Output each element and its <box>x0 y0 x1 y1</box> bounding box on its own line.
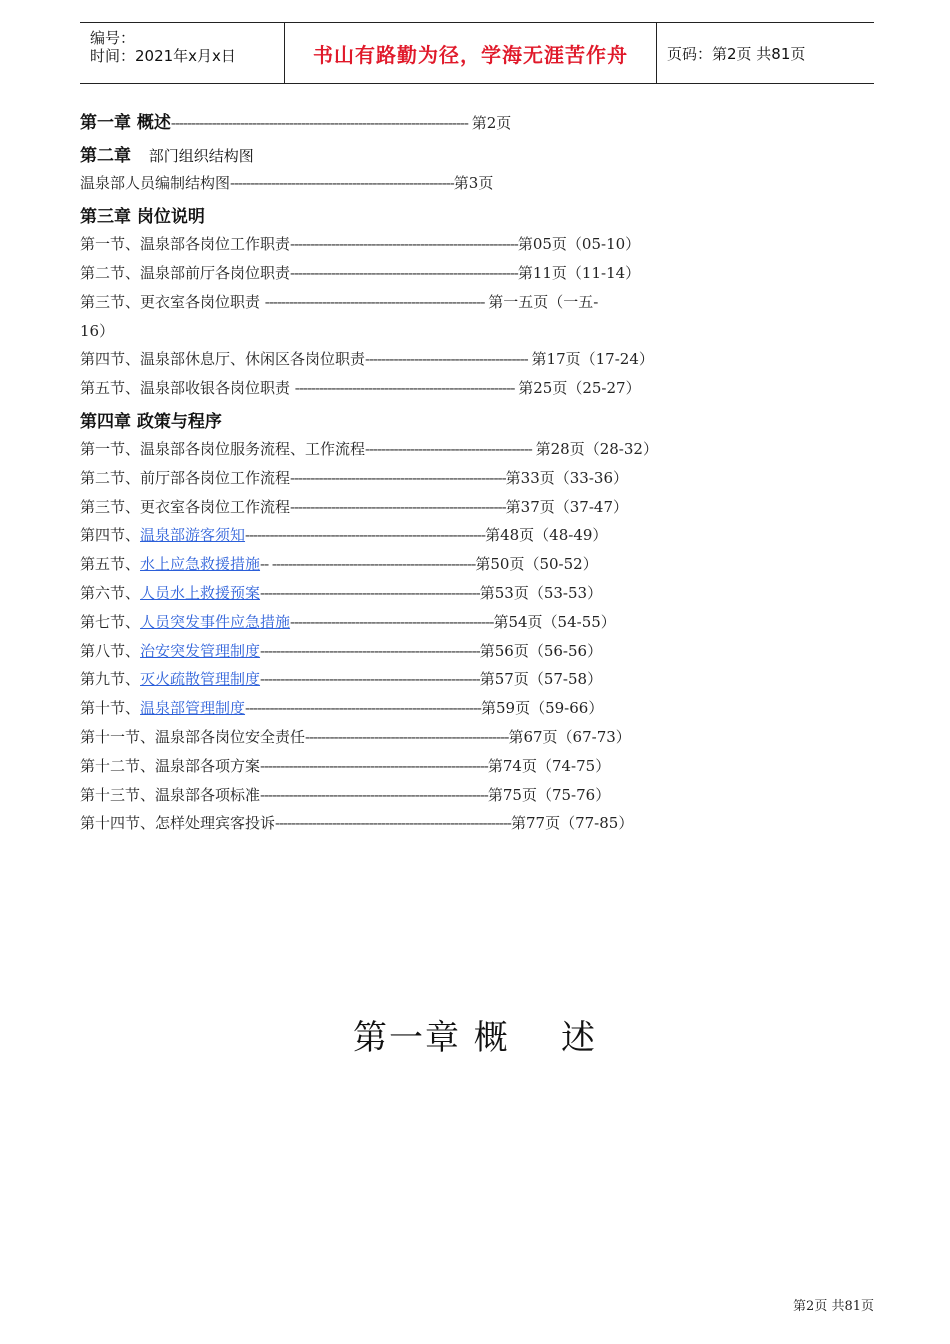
header-page-label: 页码：第2页 共81页 <box>667 44 806 63</box>
toc-chapter-3[interactable] <box>80 202 205 227</box>
toc-entry-label: 第五节、温泉部收银各岗位职责 <box>80 379 295 397</box>
toc-entry-label: 第一节、温泉部各岗位工作职责 <box>80 235 291 253</box>
toc-entry-label: 16） <box>80 322 115 340</box>
toc-entry[interactable] <box>80 553 598 574</box>
toc-page-ref: 第48页（48-49） <box>485 526 608 544</box>
toc-entry-prefix: 第三节、 <box>80 498 141 516</box>
toc-entry-prefix: 第十四节、 <box>80 814 156 832</box>
toc-entry-label: 前厅部各岗位工作流程 <box>140 469 291 487</box>
toc-leader: ----------------------------------------------------- <box>290 469 506 487</box>
toc-entry-link[interactable]: 温泉部管理制度 <box>140 699 246 717</box>
toc-entry[interactable] <box>80 784 610 805</box>
toc-entry-label: 第四节、温泉部休息厅、休闲区各岗位职责 <box>80 350 366 368</box>
toc-chapter-title: 第四章 政策与程序 <box>80 412 222 432</box>
toc-entry-prefix: 第四节、 <box>80 526 141 544</box>
toc-leader: -- -------------------------------------------------- <box>260 555 476 573</box>
toc-entry-prefix: 第十节、 <box>80 699 141 717</box>
toc-entry-prefix: 第十一节、 <box>80 728 156 746</box>
page-footer: 第2页 共81页 <box>793 1299 874 1314</box>
toc-entry-prefix: 第九节、 <box>80 670 141 688</box>
toc-page-ref: 第75页（75-76） <box>487 786 611 804</box>
chapter-heading: 第一章 概 述 <box>352 1018 598 1058</box>
toc-page-ref: 第33页（33-36） <box>505 469 628 487</box>
header-meta-cell <box>80 23 284 83</box>
toc-entry-prefix: 第八节、 <box>80 642 141 660</box>
toc-page-ref: 第50页（50-52） <box>475 555 598 573</box>
toc-chapter-1[interactable] <box>80 108 511 133</box>
toc-entry-prefix: 第二节、 <box>80 469 141 487</box>
toc-entry[interactable] <box>80 438 658 459</box>
toc-entry-link[interactable]: 治安突发管理制度 <box>140 642 261 660</box>
toc-entry-prefix: 第六节、 <box>80 584 141 602</box>
toc-entry[interactable] <box>80 348 654 369</box>
toc-entry-prefix: 第七节、 <box>80 613 141 631</box>
toc-entry-link[interactable]: 温泉部游客须知 <box>140 526 246 544</box>
toc-leader: -------------------------------------------------------- <box>260 757 488 775</box>
toc-entry-link[interactable]: 灭火疏散管理制度 <box>140 670 261 688</box>
toc-leader: ----------------------------------------------------------- <box>245 526 486 544</box>
toc-leader: ------------------------------------------------------ <box>294 379 519 397</box>
toc-page-ref: 第一五页（一五- <box>488 293 599 311</box>
toc-entry[interactable] <box>80 755 610 776</box>
toc-leader: -------------------------------------------------------- <box>290 264 518 282</box>
toc-leader: -------------------------------------------------------- <box>290 235 518 253</box>
toc-chapter-title: 第三章 岗位说明 <box>80 207 205 227</box>
toc-entry-link[interactable]: 人员突发事件应急措施 <box>140 613 291 631</box>
header-motto-cell <box>284 23 657 83</box>
toc-page-ref: 第37页（37-47） <box>505 498 628 516</box>
toc-entry-label: 温泉部各项方案 <box>155 757 261 775</box>
toc-leader: ------------------------------------------------------ <box>264 293 489 311</box>
toc-leader: ------------------------------------------------------ <box>260 670 480 688</box>
page-header <box>80 22 874 84</box>
toc-chapter-title <box>80 146 254 166</box>
toc-leader: ----------------------------------------------------- <box>290 498 506 516</box>
toc-entry-prefix: 第一节、 <box>80 440 141 458</box>
toc-leader: -------------------------------------------------- <box>290 613 494 631</box>
toc-entry[interactable] <box>80 262 640 283</box>
toc-entry-label: 温泉部人员编制结构图 <box>80 174 231 192</box>
toc-entry-label: 怎样处理宾客投诉 <box>155 814 276 832</box>
toc-leader: ------------------------------------------------------ <box>260 642 480 660</box>
toc-page-ref: 第05页（05-10） <box>517 235 641 253</box>
toc-leader: -------------------------------------------------- <box>305 728 509 746</box>
toc-entry[interactable] <box>80 496 628 517</box>
toc-leader: ---------------------------------------------------------- <box>275 814 511 832</box>
toc-leader: ------------------------------------------------------- <box>230 174 454 192</box>
toc-entry[interactable] <box>80 377 641 398</box>
toc-entry[interactable] <box>80 640 602 661</box>
toc-entry[interactable] <box>80 233 640 254</box>
toc-leader: -------------------------------------------------------- <box>260 786 488 804</box>
toc-leader: ------------------------------------------------------------------------- <box>170 114 472 132</box>
toc-entry[interactable] <box>80 726 631 747</box>
toc-page-ref: 第59页（59-66） <box>481 699 604 717</box>
toc-entry[interactable] <box>80 697 603 718</box>
header-page-cell <box>657 23 874 83</box>
toc-page-ref: 第67页（67-73） <box>508 728 631 746</box>
toc-entry-link[interactable]: 人员水上救援预案 <box>140 584 261 602</box>
toc-leader: ----------------------------------------- <box>365 440 536 458</box>
toc-entry[interactable] <box>80 320 114 341</box>
toc-chapter-subtitle: 部门组织结构图 <box>148 147 254 165</box>
toc-page-ref: 第57页（57-58） <box>479 670 603 688</box>
toc-leader: ---------------------------------------------------------- <box>245 699 481 717</box>
toc-entry[interactable] <box>80 611 616 632</box>
toc-chapter-4[interactable] <box>80 407 222 432</box>
toc-entry[interactable] <box>80 467 628 488</box>
toc-entry-label: 第三节、更衣室各岗位职责 <box>80 293 265 311</box>
toc-page-ref: 第77页（77-85） <box>511 814 634 832</box>
document-number-label: 编号： <box>90 29 136 47</box>
toc-page-ref: 第54页（54-55） <box>493 613 616 631</box>
toc-entry-label: 第二节、温泉部前厅各岗位职责 <box>80 264 291 282</box>
toc-entry-label: 更衣室各岗位工作流程 <box>140 498 291 516</box>
toc-entry[interactable] <box>80 291 598 312</box>
toc-page-ref: 第3页 <box>453 174 494 192</box>
toc-entry-label: 温泉部各岗位服务流程、工作流程 <box>140 440 366 458</box>
toc-chapter-2[interactable] <box>80 141 254 166</box>
toc-entry-link[interactable]: 水上应急救援措施 <box>140 555 261 573</box>
toc-leader: ------------------------------------------------------ <box>260 584 480 602</box>
document-time-label: 时间：2021年x月x日 <box>90 47 236 65</box>
toc-chapter-title: 第一章 概述 <box>80 113 171 133</box>
toc-chapter-number: 第二章 <box>80 146 131 166</box>
toc-page-ref: 第11页（11-14） <box>517 264 641 282</box>
toc-entry[interactable] <box>80 172 493 193</box>
toc-page-ref: 第2页 <box>471 114 512 132</box>
toc-entry[interactable] <box>80 812 633 833</box>
toc-entry-prefix: 第十二节、 <box>80 757 156 775</box>
toc-entry[interactable] <box>80 582 602 603</box>
toc-entry-label: 温泉部各岗位安全责任 <box>155 728 306 746</box>
toc-page-ref: 第53页（53-53） <box>479 584 603 602</box>
toc-page-ref: 第56页（56-56） <box>479 642 603 660</box>
toc-page-ref: 第17页（17-24） <box>531 350 654 368</box>
toc-entry[interactable] <box>80 524 607 545</box>
header-motto: 书山有路勤为径，学海无涯苦作舟 <box>313 42 628 67</box>
toc-entry[interactable] <box>80 668 602 689</box>
toc-page-ref: 第28页（28-32） <box>535 440 658 458</box>
toc-entry-prefix: 第五节、 <box>80 555 141 573</box>
toc-entry-prefix: 第十三节、 <box>80 786 156 804</box>
toc-entry-label: 温泉部各项标准 <box>155 786 261 804</box>
toc-page-ref: 第25页（25-27） <box>518 379 641 397</box>
toc-page-ref: 第74页（74-75） <box>487 757 611 775</box>
toc-leader: ---------------------------------------- <box>365 350 532 368</box>
